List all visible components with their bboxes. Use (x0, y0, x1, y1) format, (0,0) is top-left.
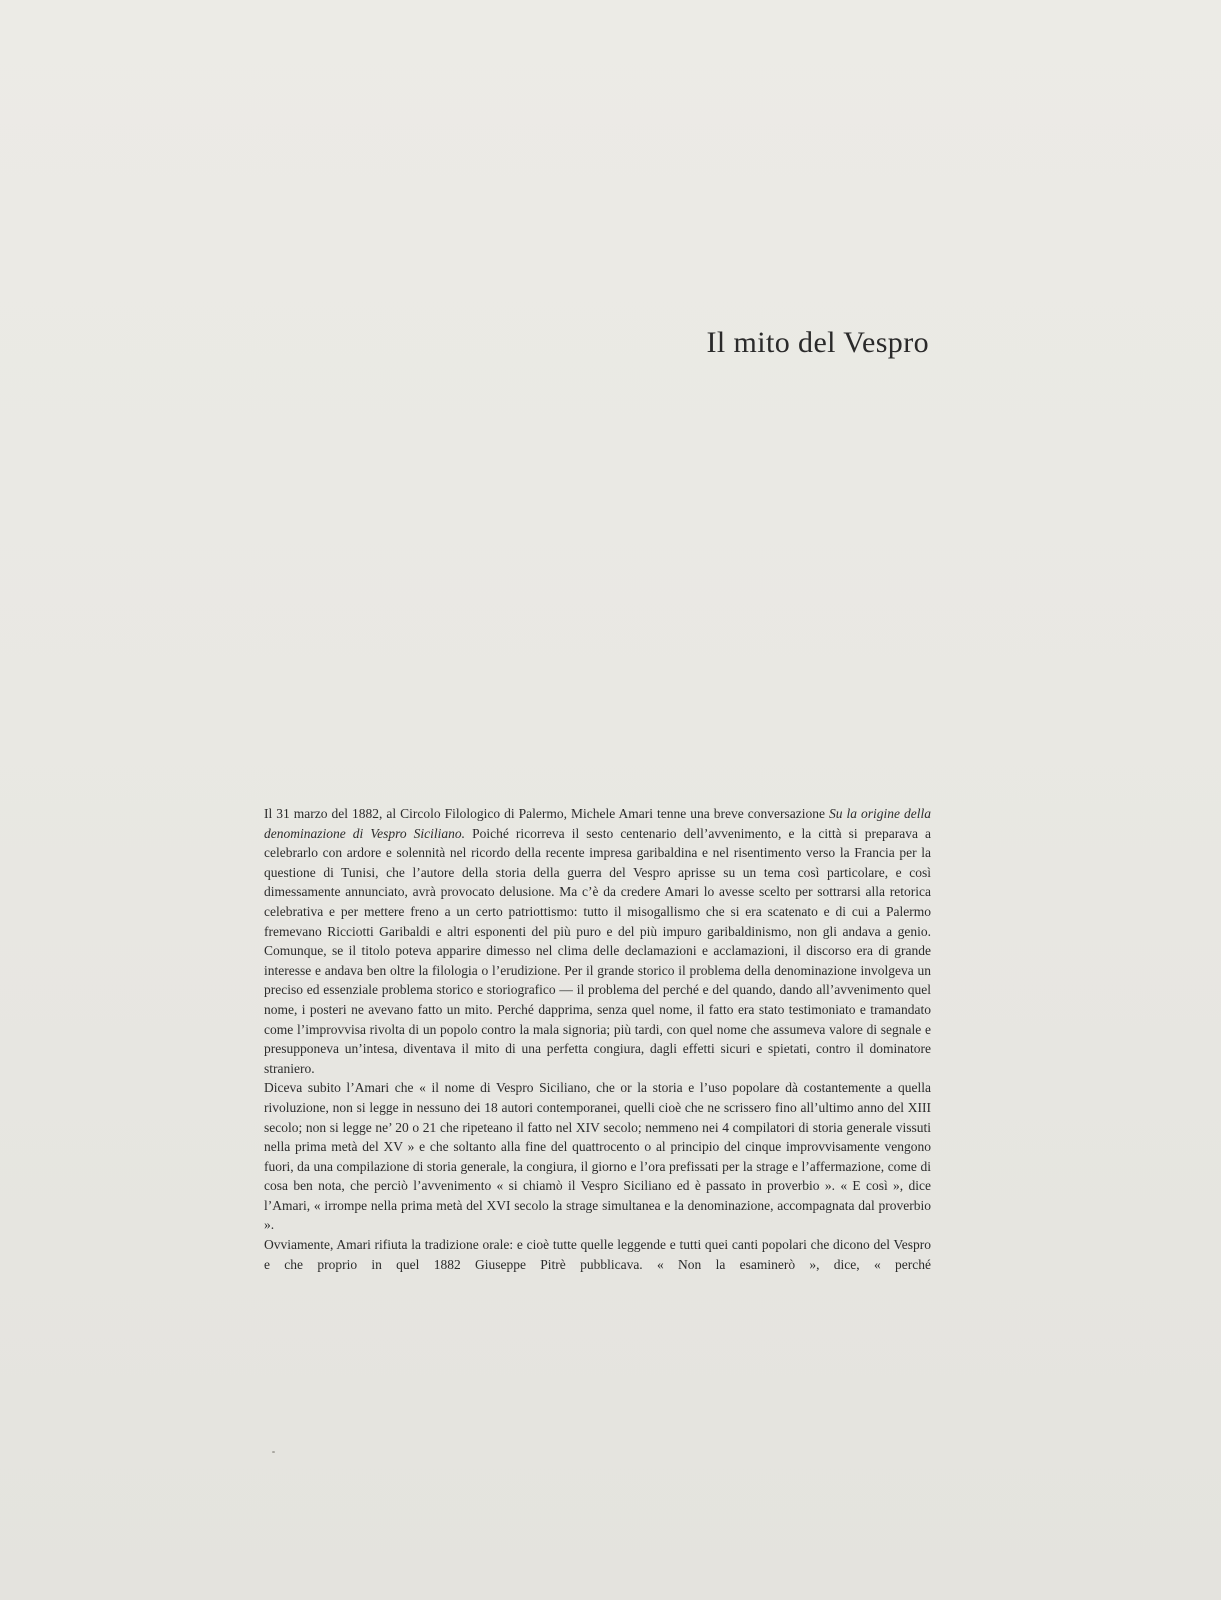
paragraph-1 (264, 804, 931, 1078)
body-text (264, 804, 931, 1274)
paragraph-1-text-end: Poiché ricorreva il sesto centenario dell’avvenimento, e la città si preparava a celebrarlo con ardore e solennità nel ricordo della recente impresa garibaldina e nel risentimento verso la Francia per la questione di Tunisi, che l’autore della storia della guerra del Vespro aprisse su un tema così particolare, e così dimessamente annunciato, avrà provocato delusione. Ma c’è da credere Amari lo avesse scelto per sottrarsi alla retorica celebrativa e per mettere freno a un certo patriottismo: tutto il misogallismo che si era scatenato e di cui a Palermo fremevano Ricciotti Garibaldi e altri esponenti del più puro e del più impuro garibaldinismo, non gli andava a genio. Comunque, se il titolo poteva apparire dimesso nel clima delle declamazioni e acclamazioni, il discorso era di grande interesse e andava ben oltre la filologia o l’erudizione. Per il grande storico il problema della denominazione involgeva un preciso ed essenziale problema storico e storiografico — il problema del perché e del quando, dando all’avvenimento quel nome, i posteri ne avevano fatto un mito. Perché dapprima, senza quel nome, il fatto era stato testimoniato e tramandato come l’improvvisa rivolta di un popolo contro la mala signoria; più tardi, con quel nome che assumeva valore di segnale e presupponeva un’intesa, diventava il mito di una perfetta congiura, dagli effetti sicuri e spietati, contro il dominatore straniero. (264, 825, 931, 1076)
lecture-title-italic: Su la origine della denominazione di Vespro Siciliano. (264, 806, 932, 841)
paper-speck (272, 1451, 275, 1453)
paragraph-1-text-start: Il 31 marzo del 1882, al Circolo Filologico di Palermo, Michele Amari tenne una breve conversazione (264, 806, 829, 821)
paragraph-3: Ovviamente, Amari rifiuta la tradizione orale: e cioè tutte quelle leggende e tutti quei canti popolari che dicono del Vespro e che proprio in quel 1882 Giuseppe Pitrè pubblicava. « Non la esaminerò », dice, « perché (264, 1237, 931, 1272)
paragraph-2: Diceva subito l’Amari che « il nome di Vespro Siciliano, che or la storia e l’uso popolare dà costantemente a quella rivoluzione, non si legge in nessuno dei 18 autori contemporanei, quelli cioè che ne scrissero fino all’ultimo anno del XIII secolo; non si legge ne’ 20 o 21 che ripeteano il fatto nel XIV secolo; nemmeno nei 4 compilatori di storia generale vissuti nella prima metà del XV » e che soltanto alla fine del quattrocento o al principio del cinque improvvisamente vengono fuori, da una compilazione di storia generale, la congiura, il giorno e l’ora prefissati per la strage e l’affermazione, come di cosa ben nota, che perciò l’avvenimento « si chiamò il Vespro Siciliano ed è passato in proverbio ». « E così », dice l’Amari, « irrompe nella prima metà del XVI secolo la strage simultanea e la denominazione, accompagnata dal proverbio ». (264, 1080, 931, 1233)
chapter-title: Il mito del Vespro (706, 326, 929, 359)
